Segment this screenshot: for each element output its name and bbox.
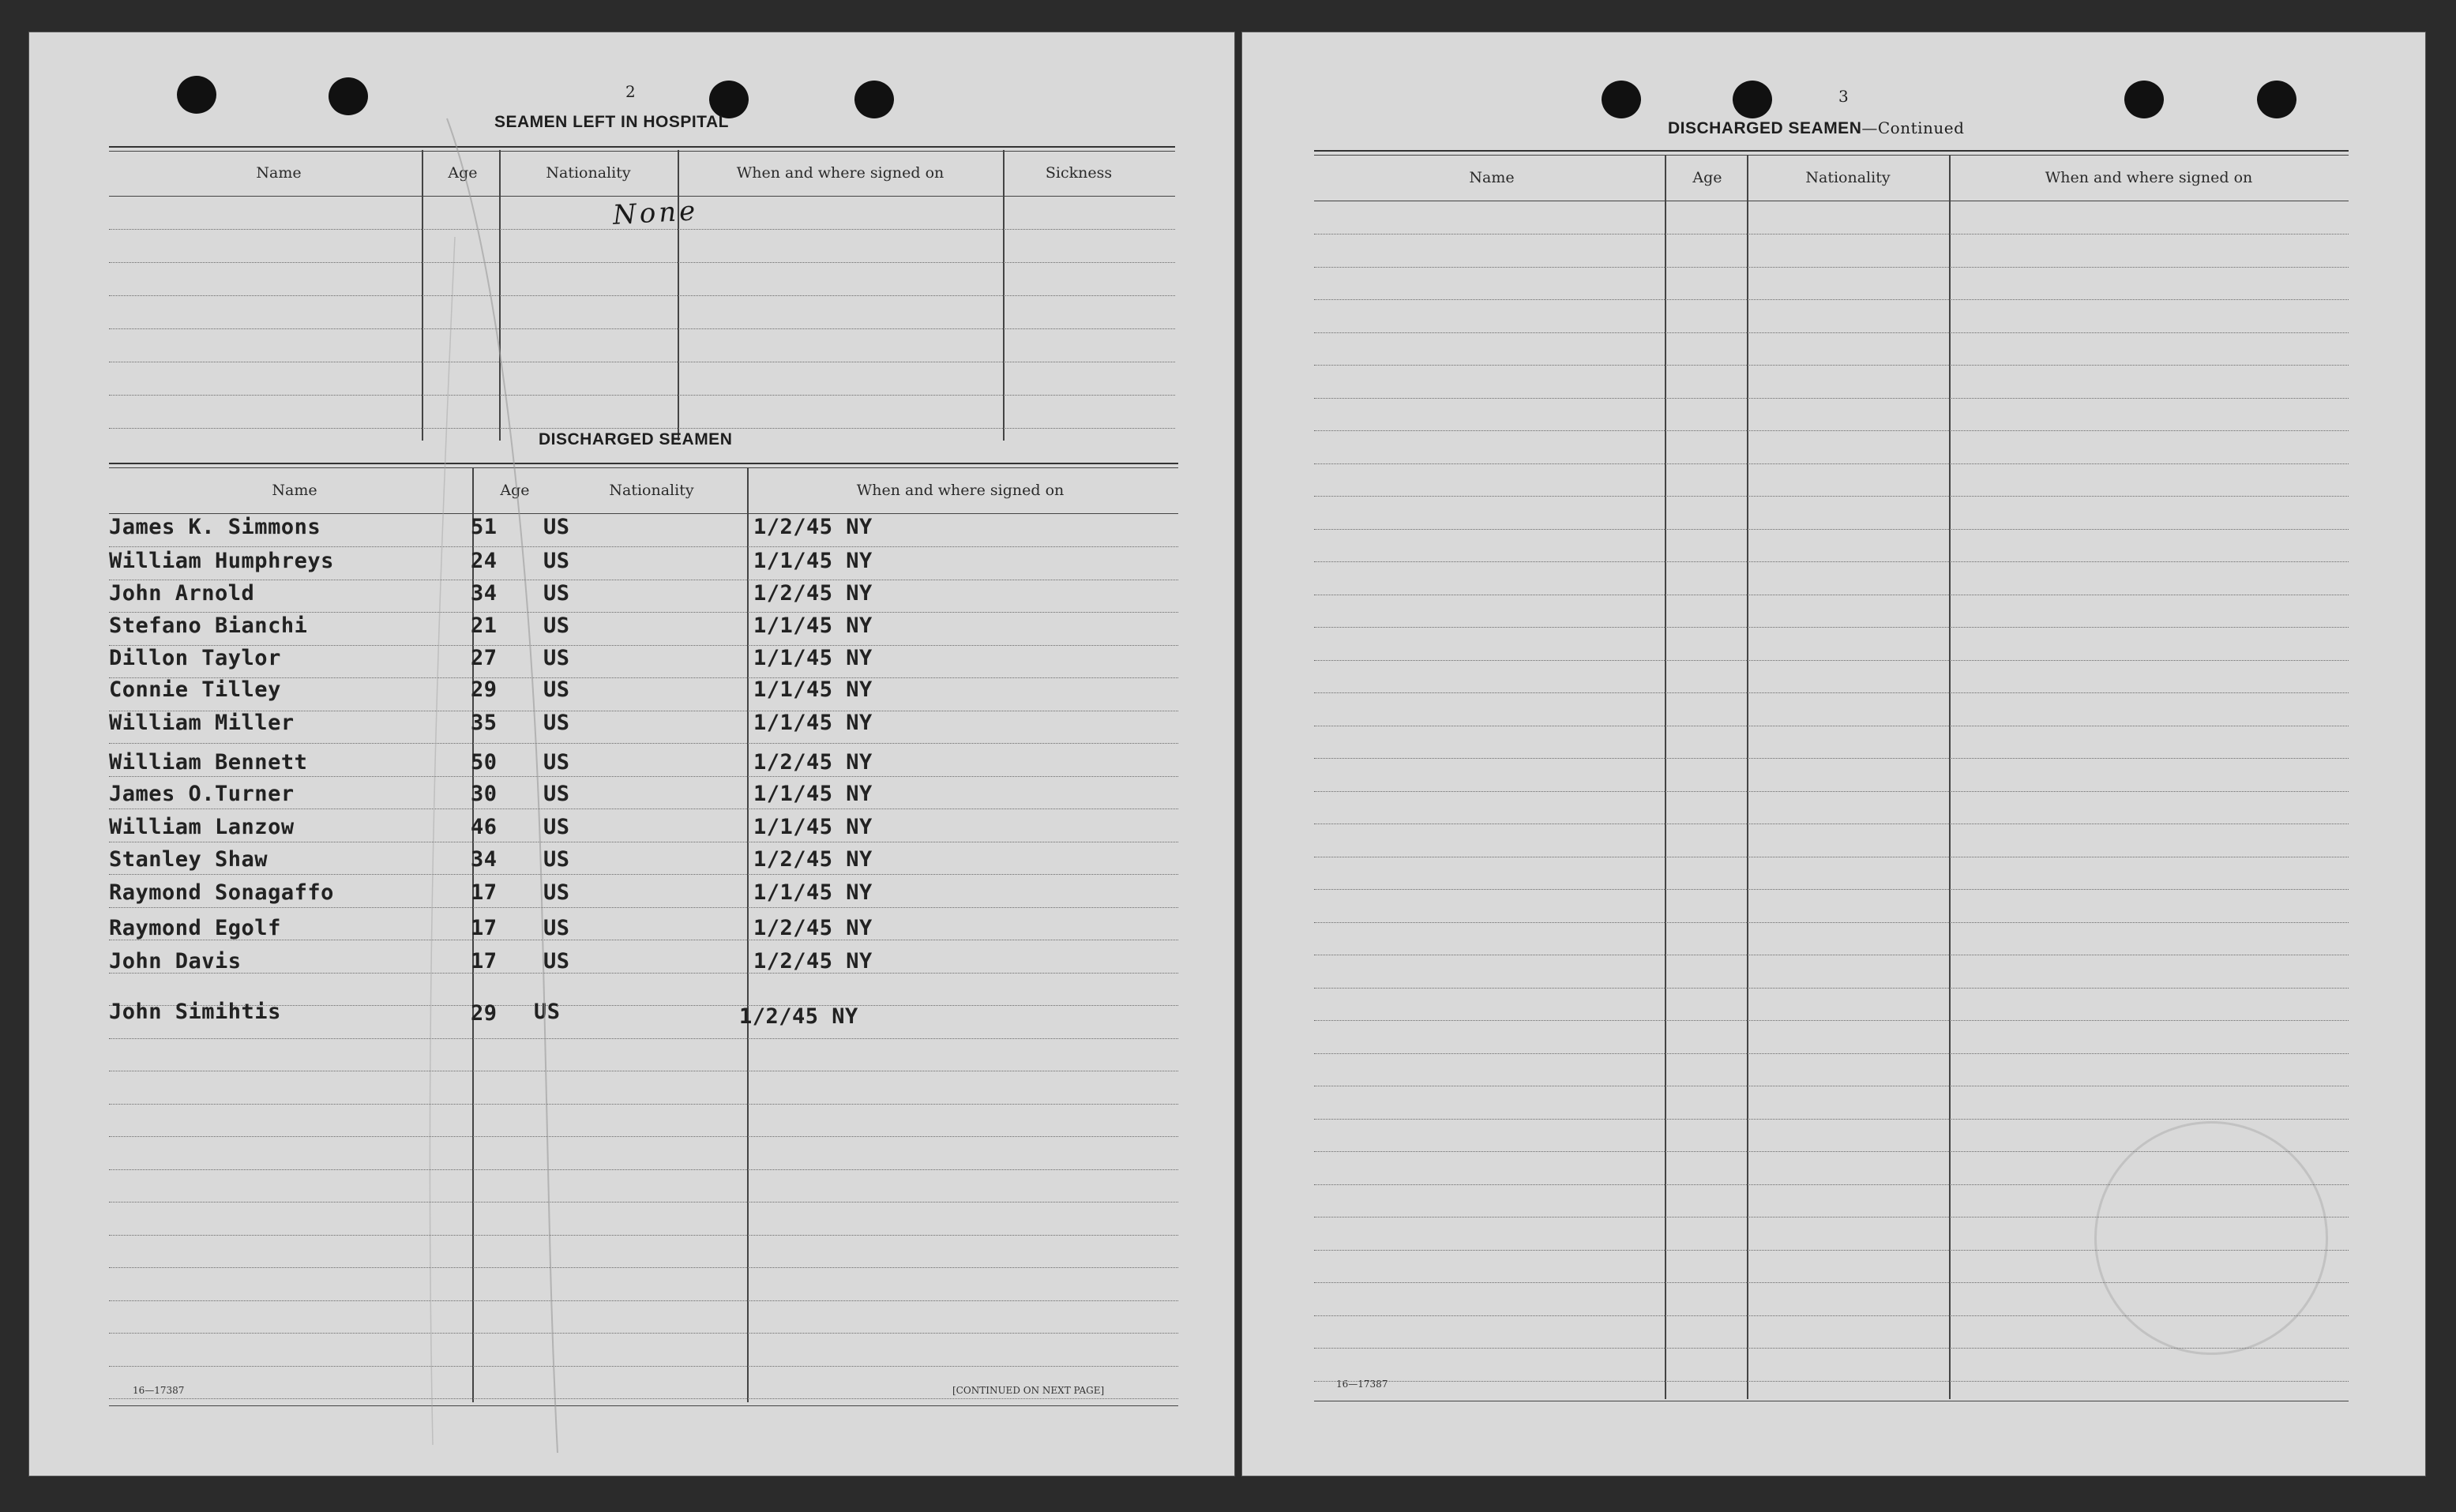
seaman-name: William Lanzow — [109, 815, 295, 839]
punch-hole — [2257, 81, 2296, 118]
punch-hole — [854, 81, 894, 118]
table-top-rule — [109, 151, 1175, 152]
right-page — [1241, 32, 2426, 1476]
row-line — [1314, 922, 2349, 923]
left-page — [28, 32, 1235, 1476]
seaman-signed-on: 1/2/45 NY — [753, 581, 873, 606]
seaman-age: 21 — [471, 613, 498, 638]
row-line — [109, 1267, 1178, 1268]
row-line — [109, 1366, 1178, 1367]
seaman-nationality: US — [543, 549, 570, 573]
section-title-suffix: —Continued — [1861, 118, 1965, 137]
column-header-signed-on: When and where signed on — [856, 482, 1065, 499]
row-line — [109, 973, 1178, 974]
seaman-age: 29 — [471, 677, 498, 702]
seaman-signed-on: 1/1/45 NY — [753, 613, 873, 638]
row-line — [109, 612, 1178, 613]
table-top-rule — [109, 146, 1175, 148]
row-line — [109, 1235, 1178, 1236]
row-line — [109, 1104, 1178, 1105]
continued-section-title — [1668, 118, 1964, 138]
row-line — [109, 1333, 1178, 1334]
column-divider — [1949, 155, 1951, 1399]
row-line — [109, 1136, 1178, 1137]
seaman-signed-on: 1/2/45 NY — [753, 949, 873, 974]
seaman-age: 30 — [471, 782, 498, 806]
column-header-nationality: Nationality — [546, 164, 631, 182]
seaman-nationality: US — [543, 711, 570, 735]
column-divider — [747, 467, 749, 1402]
seaman-signed-on: 1/1/45 NY — [753, 815, 873, 839]
row-line — [1314, 1053, 2349, 1054]
seaman-nationality: US — [534, 1000, 561, 1024]
table-top-rule — [1314, 155, 2349, 156]
table-bottom-rule — [109, 1405, 1178, 1406]
seaman-nationality: US — [543, 880, 570, 905]
seaman-name: James K. Simmons — [109, 515, 321, 539]
seaman-signed-on: 1/1/45 NY — [753, 646, 873, 670]
seaman-name: John Arnold — [109, 581, 255, 606]
row-line — [1314, 889, 2349, 890]
seaman-name: Raymond Sonagaffo — [109, 880, 334, 905]
row-line — [1314, 627, 2349, 628]
form-number: 16—17387 — [1336, 1379, 1388, 1390]
column-header-nationality: Nationality — [1805, 169, 1891, 186]
column-header-age: Age — [500, 482, 530, 499]
column-header-name: Name — [256, 164, 302, 182]
seaman-name: John Simihtis — [109, 1000, 281, 1024]
row-line — [109, 743, 1178, 744]
seaman-name: Raymond Egolf — [109, 916, 281, 940]
seaman-age: 27 — [471, 646, 498, 670]
punch-hole — [177, 76, 216, 114]
seaman-age: 46 — [471, 815, 498, 839]
seaman-nationality: US — [543, 677, 570, 702]
seaman-age: 17 — [471, 916, 498, 940]
seaman-name: Stefano Bianchi — [109, 613, 308, 638]
column-header-name: Name — [1469, 169, 1515, 186]
seaman-name: Connie Tilley — [109, 677, 281, 702]
row-line — [1314, 299, 2349, 300]
seaman-age: 29 — [471, 1001, 498, 1026]
column-header-age: Age — [1692, 169, 1722, 186]
row-line — [109, 1169, 1178, 1170]
seaman-age: 51 — [471, 515, 498, 539]
seaman-nationality: US — [543, 581, 570, 606]
row-line — [1314, 365, 2349, 366]
seaman-signed-on: 1/1/45 NY — [753, 711, 873, 735]
continued-note: [CONTINUED ON NEXT PAGE] — [952, 1385, 1105, 1396]
row-line — [1314, 463, 2349, 464]
row-line — [109, 1398, 1178, 1399]
column-header-signed-on: When and where signed on — [736, 164, 944, 182]
seaman-name: William Miller — [109, 711, 295, 735]
row-line — [109, 874, 1178, 875]
form-number: 16—17387 — [133, 1385, 185, 1396]
column-divider — [1665, 155, 1666, 1399]
column-header-signed-on: When and where signed on — [2045, 169, 2253, 186]
discharged-section-title: DISCHARGED SEAMEN — [539, 430, 733, 448]
seaman-age: 17 — [471, 880, 498, 905]
page-number: 2 — [625, 82, 636, 101]
seaman-name: William Bennett — [109, 750, 308, 775]
hospital-row-line — [109, 328, 1175, 329]
table-top-rule — [109, 463, 1178, 464]
seaman-name: Dillon Taylor — [109, 646, 281, 670]
punch-hole — [1733, 81, 1772, 118]
seaman-nationality: US — [543, 750, 570, 775]
column-header-age: Age — [448, 164, 478, 182]
row-line — [1314, 660, 2349, 661]
row-line — [1314, 398, 2349, 399]
row-line — [1314, 1381, 2349, 1382]
seaman-signed-on: 1/2/45 NY — [753, 750, 873, 775]
seaman-name: John Davis — [109, 949, 242, 974]
section-title-main: DISCHARGED SEAMEN — [1668, 119, 1862, 137]
row-line — [1314, 1119, 2349, 1120]
table-top-rule — [1314, 150, 2349, 152]
seaman-nationality: US — [543, 782, 570, 806]
hospital-row-line — [109, 395, 1175, 396]
row-line — [109, 1300, 1178, 1301]
seaman-signed-on: 1/1/45 NY — [753, 677, 873, 702]
row-line — [1314, 529, 2349, 530]
seaman-name: William Humphreys — [109, 549, 334, 573]
row-line — [1314, 430, 2349, 431]
header-rule — [109, 513, 1178, 514]
column-header-sickness: Sickness — [1045, 164, 1113, 182]
seaman-age: 50 — [471, 750, 498, 775]
punch-hole — [1602, 81, 1641, 118]
seaman-signed-on: 1/1/45 NY — [753, 782, 873, 806]
row-line — [1314, 758, 2349, 759]
hospital-row-line — [109, 295, 1175, 296]
row-line — [1314, 332, 2349, 333]
seaman-name: Stanley Shaw — [109, 847, 269, 872]
seaman-nationality: US — [543, 916, 570, 940]
hospital-section-title: SEAMEN LEFT IN HOSPITAL — [494, 113, 729, 131]
hospital-row-line — [109, 262, 1175, 263]
seaman-signed-on: 1/2/45 NY — [753, 916, 873, 940]
seaman-signed-on: 1/1/45 NY — [753, 880, 873, 905]
row-line — [109, 546, 1178, 547]
column-header-name: Name — [272, 482, 317, 499]
header-rule — [109, 196, 1175, 197]
seaman-age: 17 — [471, 949, 498, 974]
seaman-signed-on: 1/1/45 NY — [753, 549, 873, 573]
seaman-name: James O.Turner — [109, 782, 295, 806]
punch-hole — [2124, 81, 2164, 118]
seaman-nationality: US — [543, 949, 570, 974]
hospital-row-line — [109, 428, 1175, 429]
row-line — [109, 776, 1178, 777]
hospital-entry-none: None — [612, 195, 700, 231]
column-divider — [1747, 155, 1748, 1399]
seaman-nationality: US — [543, 815, 570, 839]
seaman-age: 34 — [471, 581, 498, 606]
seaman-age: 35 — [471, 711, 498, 735]
page-number: 3 — [1838, 87, 1849, 106]
seaman-signed-on: 1/2/45 NY — [739, 1004, 858, 1029]
row-line — [1314, 791, 2349, 792]
seaman-nationality: US — [543, 847, 570, 872]
seaman-age: 24 — [471, 549, 498, 573]
column-header-nationality: Nationality — [609, 482, 694, 499]
seaman-signed-on: 1/2/45 NY — [753, 515, 873, 539]
row-line — [1314, 561, 2349, 562]
faded-stamp — [2094, 1121, 2328, 1355]
seaman-signed-on: 1/2/45 NY — [753, 847, 873, 872]
seaman-nationality: US — [543, 613, 570, 638]
row-line — [1314, 988, 2349, 989]
table-top-rule — [109, 467, 1178, 468]
row-line — [1314, 267, 2349, 268]
row-line — [109, 1038, 1178, 1039]
seaman-age: 34 — [471, 847, 498, 872]
row-line — [109, 907, 1178, 908]
punch-hole — [329, 77, 368, 115]
seaman-nationality: US — [543, 646, 570, 670]
row-line — [1314, 496, 2349, 497]
row-line — [1314, 1020, 2349, 1021]
seaman-nationality: US — [543, 515, 570, 539]
row-line — [1314, 692, 2349, 693]
